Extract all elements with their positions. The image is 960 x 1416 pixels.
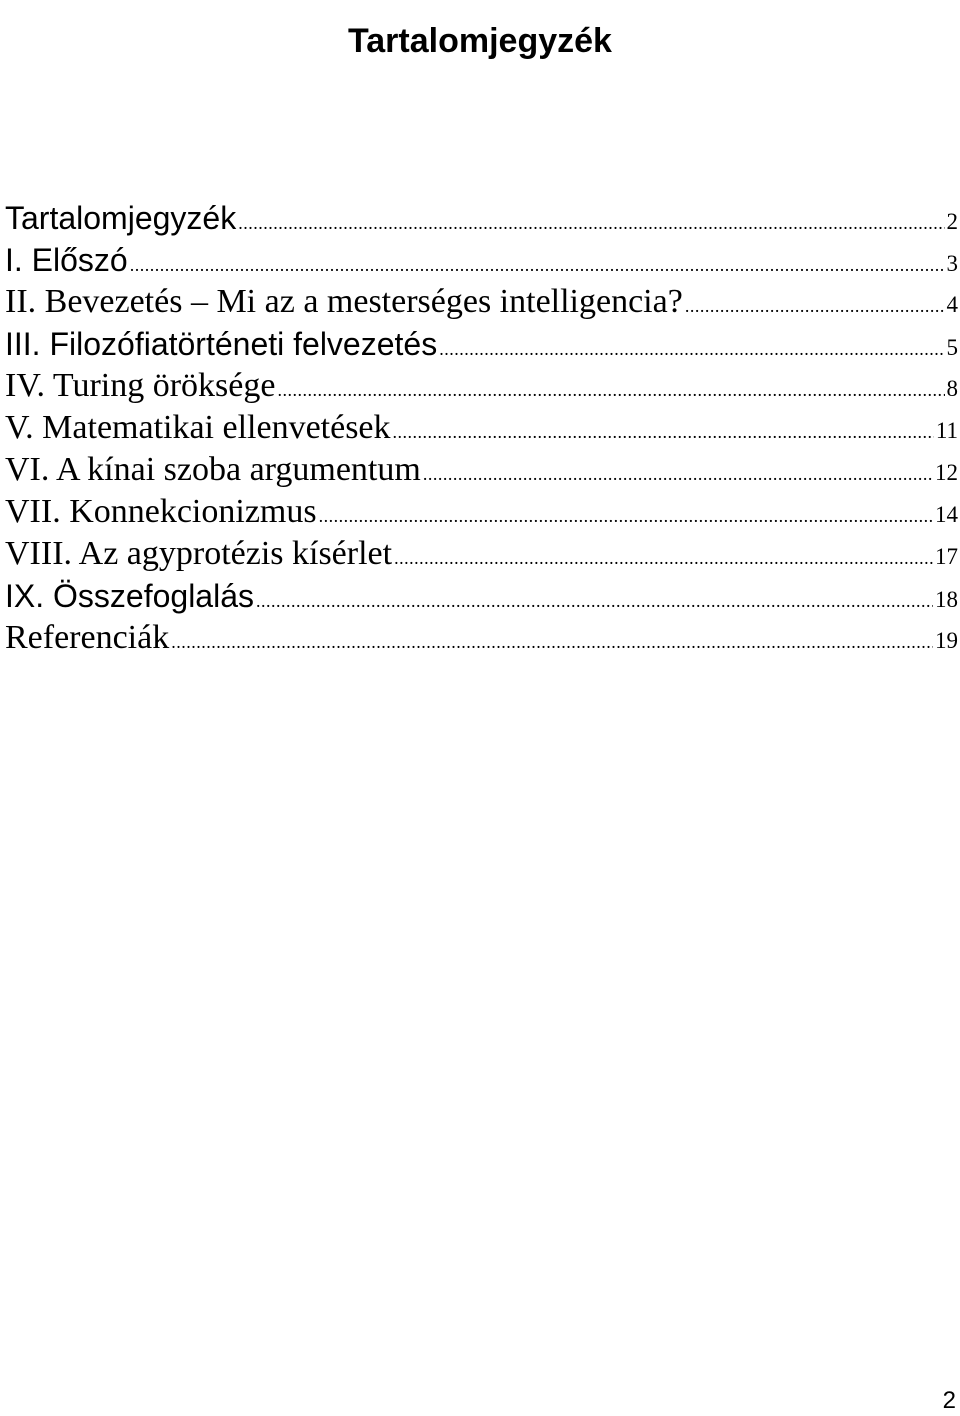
toc-entry-title: VI. A kínai szoba argumentum: [5, 451, 421, 488]
toc-entry-page: 2: [946, 209, 958, 234]
toc-dot-leader: [277, 369, 944, 411]
toc-entry-title: I. Előszó: [5, 242, 128, 278]
toc-entry-title: IV. Turing öröksége: [5, 367, 276, 404]
toc-entry-contents[interactable]: [5, 197, 960, 239]
toc-entry-title: VII. Konnekcionizmus: [5, 493, 317, 530]
toc-entry-page: 17: [935, 544, 958, 569]
toc-entry-title: III. Filozófiatörténeti felvezetés: [5, 326, 438, 362]
toc-entry-bevezetes[interactable]: [5, 281, 960, 323]
toc-entry-page: 19: [935, 628, 958, 653]
toc-dot-leader: [238, 202, 944, 244]
toc-entry-agyprotezis[interactable]: [5, 533, 960, 575]
toc-dot-leader: [394, 537, 933, 579]
toc-entry-page: 8: [946, 376, 958, 401]
toc-entry-page: 12: [935, 460, 958, 485]
toc-entry-title: IX. Összefoglalás: [5, 578, 254, 614]
toc-entry-matematikai[interactable]: [5, 407, 960, 449]
toc-entry-kinai-szoba[interactable]: [5, 449, 960, 491]
toc-entry-page: 11: [935, 418, 958, 443]
toc-dot-leader: [423, 453, 933, 495]
toc-entry-page: 4: [946, 292, 958, 317]
toc-entry-turing[interactable]: [5, 365, 960, 407]
table-of-contents: [5, 197, 960, 659]
toc-entry-title: Referenciák: [5, 619, 170, 656]
toc-dot-leader: [171, 621, 933, 663]
toc-entry-konnekcionizmus[interactable]: [5, 491, 960, 533]
toc-entry-osszefoglalas[interactable]: [5, 575, 960, 617]
toc-dot-leader: [439, 328, 944, 370]
toc-dot-leader: [393, 411, 934, 453]
toc-entry-filozofiatorteneti[interactable]: [5, 323, 960, 365]
toc-dot-leader: [685, 285, 945, 327]
toc-dot-leader: [319, 495, 933, 537]
toc-entry-referenciak[interactable]: [5, 617, 960, 659]
toc-entry-title: Tartalomjegyzék: [5, 200, 237, 236]
toc-entry-page: 3: [946, 251, 958, 276]
toc-entry-title: V. Matematikai ellenvetések: [5, 409, 391, 446]
toc-entry-title: VIII. Az agyprotézis kísérlet: [5, 535, 393, 572]
toc-entry-page: 5: [946, 335, 958, 360]
toc-dot-leader: [256, 580, 933, 622]
toc-entry-title: II. Bevezetés – Mi az a mesterséges intelligencia?: [5, 283, 683, 320]
toc-entry-page: 14: [935, 502, 958, 527]
page-number: 2: [942, 1387, 956, 1414]
toc-entry-page: 18: [935, 587, 958, 612]
toc-dot-leader: [130, 244, 945, 286]
toc-entry-eloszo[interactable]: [5, 239, 960, 281]
page-title: Tartalomjegyzék: [348, 21, 612, 60]
